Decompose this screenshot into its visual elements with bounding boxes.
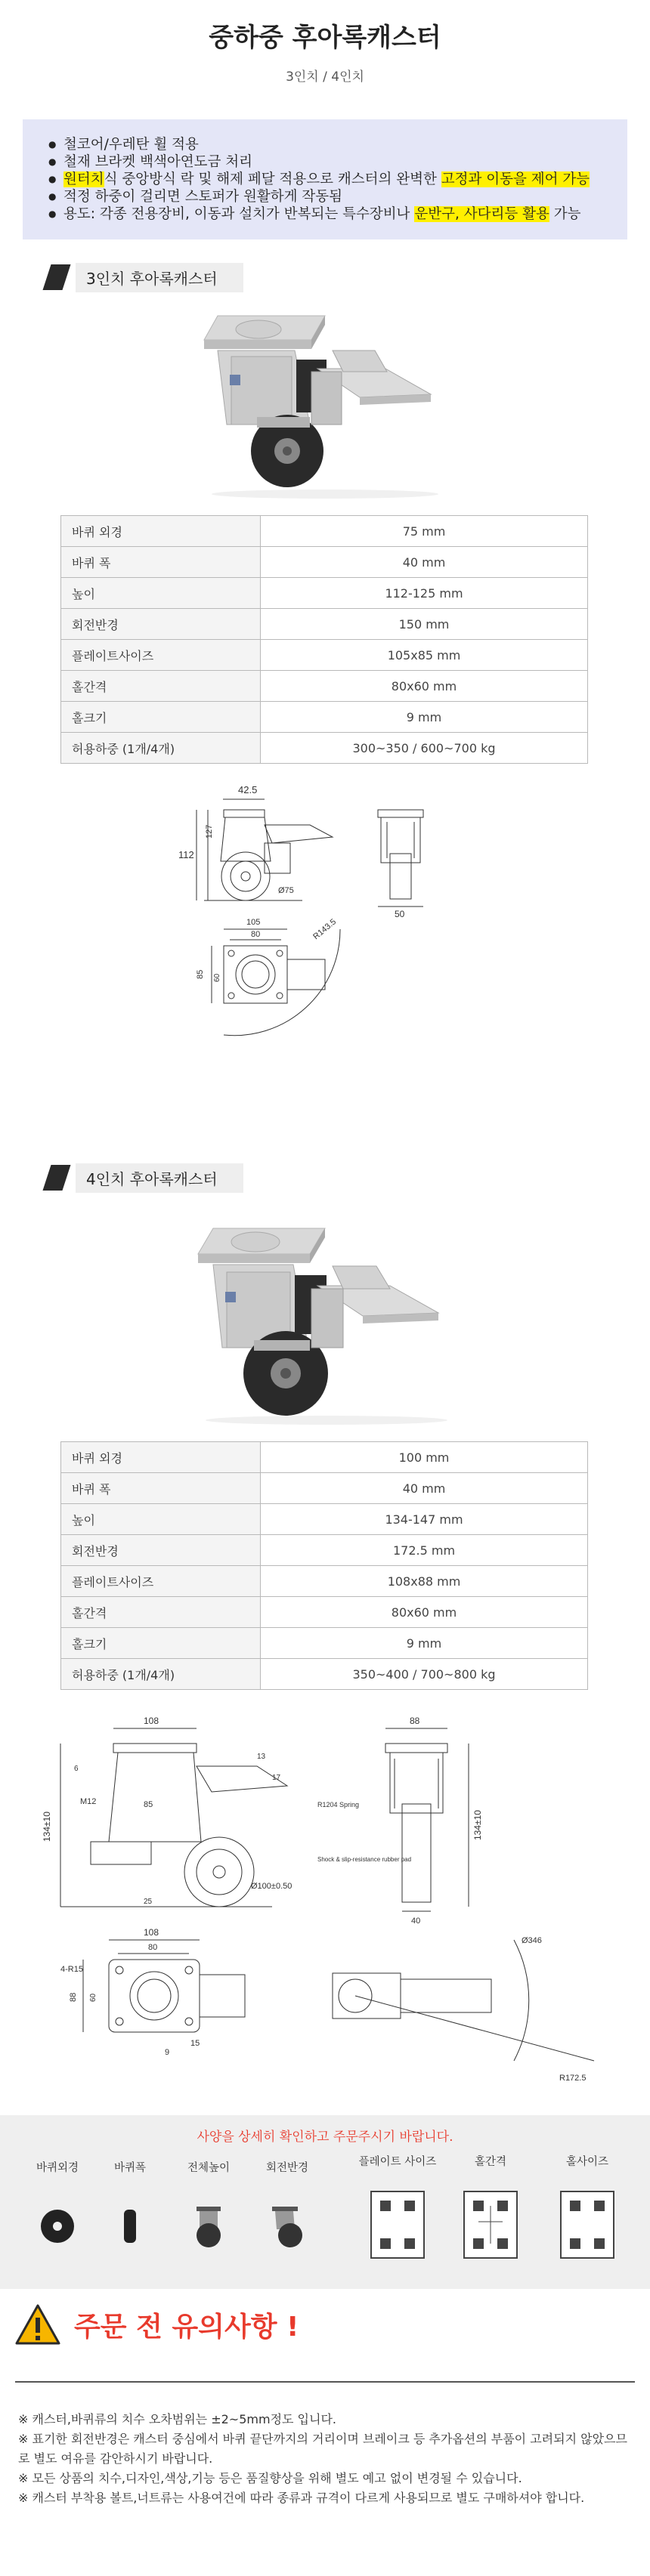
notice-divider — [15, 2381, 635, 2383]
spec-value: 40 mm — [261, 547, 588, 578]
section-heading-4inch — [47, 1165, 243, 1191]
notice-line: ※ 표기한 회전반경은 캐스터 중심에서 바퀴 끝단까지의 거리이며 브레이크 등 추가옵션의 부품이 고려되지 않았으므로 별도 여유를 감안하시기 바랍니다. — [18, 2432, 627, 2466]
wheel-side-icon — [107, 2196, 153, 2256]
spec-value: 80x60 mm — [261, 1597, 588, 1628]
spec-key: 홀크기 — [61, 1628, 261, 1659]
spec-key: 허용하중 (1개/4개) — [61, 1659, 261, 1690]
spec-item-hole-size — [546, 2153, 629, 2270]
spec-row — [61, 640, 588, 671]
spec-value: 134-147 mm — [261, 1504, 588, 1535]
feature-text: 식 중앙방식 락 및 해제 페달 적용으로 캐스터의 완벽한 — [104, 171, 441, 187]
spec-value: 9 mm — [261, 1628, 588, 1659]
dim-label: R172.5 — [559, 2074, 587, 2083]
spec-value: 100 mm — [261, 1442, 588, 1473]
spec-check-message: 사양을 상세히 확인하고 주문주시기 바랍니다. — [197, 2130, 453, 2145]
dim-label: 108 — [144, 1716, 159, 1726]
spec-value: 300~350 / 600~700 kg — [261, 733, 588, 764]
dim-label: 127 — [205, 824, 214, 839]
feature-item — [48, 136, 608, 153]
section-label: 4인치 후아록캐스터 — [76, 1163, 243, 1193]
spec-row — [61, 702, 588, 733]
spec-table-4inch — [60, 1441, 588, 1690]
dim-label: Ø75 — [278, 886, 294, 895]
feature-highlight: 원터치 — [63, 171, 104, 187]
dim-label: 60 — [89, 1993, 98, 2002]
spec-value: 40 mm — [261, 1473, 588, 1504]
dim-label: M12 — [80, 1797, 97, 1806]
spec-key: 홀크기 — [61, 702, 261, 733]
spec-row — [61, 671, 588, 702]
feature-text: 철재 브라켓 백색아연도금 처리 — [63, 154, 252, 170]
plate-icon — [364, 2184, 432, 2267]
dim-label: 6 — [74, 1765, 79, 1773]
page-subtitle: 3인치 / 4인치 — [286, 69, 364, 85]
spec-item-wheel-width — [100, 2159, 160, 2259]
dim-label: 88 — [410, 1716, 420, 1726]
dim-label: 50 — [395, 909, 405, 919]
spec-item-plate-size — [345, 2153, 450, 2270]
dim-label: R1204 Spring — [317, 1801, 360, 1808]
spec-value: 108x88 mm — [261, 1566, 588, 1597]
dim-label: Shock & slip-resistance rubber pad — [317, 1856, 412, 1863]
spec-item-label: 홀간격 — [474, 2156, 507, 2168]
drawing-3inch — [151, 778, 499, 1095]
spec-key: 회전반경 — [61, 1535, 261, 1566]
dim-label: 42.5 — [238, 784, 258, 795]
dim-label: 80 — [148, 1943, 158, 1952]
spec-row — [61, 1566, 588, 1597]
spec-value: 9 mm — [261, 702, 588, 733]
spec-row — [61, 733, 588, 764]
spec-row — [61, 1504, 588, 1535]
spec-value: 350~400 / 700~800 kg — [261, 1659, 588, 1690]
spec-item-total-height — [171, 2159, 246, 2259]
spec-item-hole-spacing — [449, 2153, 532, 2270]
dim-label: Ø100±0.50 — [251, 1882, 292, 1891]
warning-icon — [15, 2304, 60, 2345]
caster-3inch-photo — [181, 296, 469, 500]
spec-key: 홀간격 — [61, 671, 261, 702]
feature-text: 가능 — [549, 206, 581, 222]
spec-value: 105x85 mm — [261, 640, 588, 671]
dim-label: R143.5 — [311, 917, 339, 942]
section-heading-3inch — [47, 264, 243, 290]
dim-label: 4-R15 — [60, 1965, 83, 1974]
spec-key: 회전반경 — [61, 609, 261, 640]
dim-label: 80 — [251, 930, 261, 939]
spec-item-label: 바퀴외경 — [36, 2162, 79, 2174]
spec-table-3inch — [60, 515, 588, 764]
dim-label: 88 — [69, 1992, 78, 2002]
spec-key: 플레이트사이즈 — [61, 1566, 261, 1597]
dim-label: 105 — [246, 918, 261, 927]
notice-line: ※ 캐스터 부착용 볼트,너트류는 사용여건에 따라 종류과 규격이 다르게 사용되므로 별도 구매하셔야 합니다. — [18, 2491, 585, 2505]
dim-label: 13 — [257, 1753, 266, 1761]
spec-item-label: 플레이트 사이즈 — [358, 2156, 437, 2168]
spec-row — [61, 609, 588, 640]
feature-text: 적정 하중이 걸리면 스토퍼가 원활하게 작동됨 — [63, 189, 342, 205]
dim-label: 108 — [144, 1927, 159, 1938]
dim-label: 85 — [196, 969, 205, 979]
wheel-front-icon — [35, 2196, 80, 2256]
caster-4inch-photo — [175, 1207, 478, 1426]
caster-side-icon — [186, 2196, 231, 2256]
spec-row — [61, 547, 588, 578]
spec-row — [61, 1535, 588, 1566]
notice-line: ※ 캐스터,바퀴류의 치수 오차범위는 ±2~5mm정도 입니다. — [18, 2412, 337, 2426]
spec-key: 높이 — [61, 578, 261, 609]
spec-key: 바퀴 폭 — [61, 547, 261, 578]
feature-list — [48, 136, 608, 223]
page-title: 중하중 후아록캐스터 — [209, 23, 441, 53]
spec-row — [61, 1659, 588, 1690]
spec-value: 80x60 mm — [261, 671, 588, 702]
spec-key: 높이 — [61, 1504, 261, 1535]
spec-item-wheel-diameter — [27, 2159, 88, 2259]
section-marker — [42, 264, 70, 290]
feature-item — [48, 153, 608, 171]
spec-row — [61, 1442, 588, 1473]
dim-label: 134±10 — [472, 1810, 483, 1840]
spec-value: 150 mm — [261, 609, 588, 640]
notice-line: ※ 모든 상품의 치수,디자인,색상,기능 등은 품질향상을 위해 별도 예고 없이 변경될 수 있습니다. — [18, 2471, 522, 2485]
dim-label: 60 — [213, 973, 221, 982]
spec-item-label: 홀사이즈 — [565, 2156, 609, 2168]
drawing-4inch — [30, 1713, 627, 2106]
spec-row — [61, 1628, 588, 1659]
dim-label: 9 — [165, 2048, 170, 2057]
hole-size-icon — [553, 2184, 621, 2267]
dim-label: 15 — [190, 2039, 200, 2048]
spec-value: 172.5 mm — [261, 1535, 588, 1566]
spec-row — [61, 1473, 588, 1504]
dim-label: 40 — [411, 1917, 421, 1926]
spec-row — [61, 1597, 588, 1628]
feature-box — [23, 119, 627, 239]
section-label: 3인치 후아록캐스터 — [76, 263, 243, 292]
feature-item — [48, 171, 608, 188]
spec-key: 플레이트사이즈 — [61, 640, 261, 671]
spec-item-label: 회전반경 — [265, 2162, 309, 2174]
feature-highlight: 운반구, 사다리등 활용 — [414, 206, 549, 222]
spec-key: 홀간격 — [61, 1597, 261, 1628]
spec-item-swivel-radius — [249, 2159, 325, 2259]
notice-title: 주문 전 유의사항 ! — [74, 2311, 299, 2343]
feature-highlight: 고정과 이동을 제어 가능 — [441, 171, 590, 187]
feature-item — [48, 188, 608, 205]
spec-key: 허용하중 (1개/4개) — [61, 733, 261, 764]
spec-item-label: 바퀴폭 — [113, 2162, 147, 2174]
dim-label: 25 — [144, 1898, 153, 1906]
spec-row — [61, 516, 588, 547]
feature-item — [48, 205, 608, 223]
feature-text: 철코어/우레탄 휠 적용 — [63, 137, 199, 153]
hole-spacing-icon — [457, 2184, 525, 2267]
dim-label: 85 — [144, 1800, 153, 1809]
spec-row — [61, 578, 588, 609]
spec-key: 바퀴 폭 — [61, 1473, 261, 1504]
caster-radius-icon — [265, 2196, 310, 2256]
spec-item-label: 전체높이 — [187, 2162, 231, 2174]
spec-value: 112-125 mm — [261, 578, 588, 609]
spec-value: 75 mm — [261, 516, 588, 547]
dim-label: Ø346 — [522, 1936, 542, 1945]
section-marker — [42, 1165, 70, 1191]
spec-key: 바퀴 외경 — [61, 516, 261, 547]
notice-heading — [15, 2304, 299, 2345]
dim-label: 17 — [272, 1774, 281, 1782]
spec-key: 바퀴 외경 — [61, 1442, 261, 1473]
notice-list — [18, 2410, 632, 2508]
dim-label: 134±10 — [42, 1812, 52, 1842]
feature-text: 용도: 각종 전용장비, 이동과 설치가 반복되는 특수장비나 — [63, 206, 415, 222]
dim-label: 112 — [178, 849, 194, 860]
